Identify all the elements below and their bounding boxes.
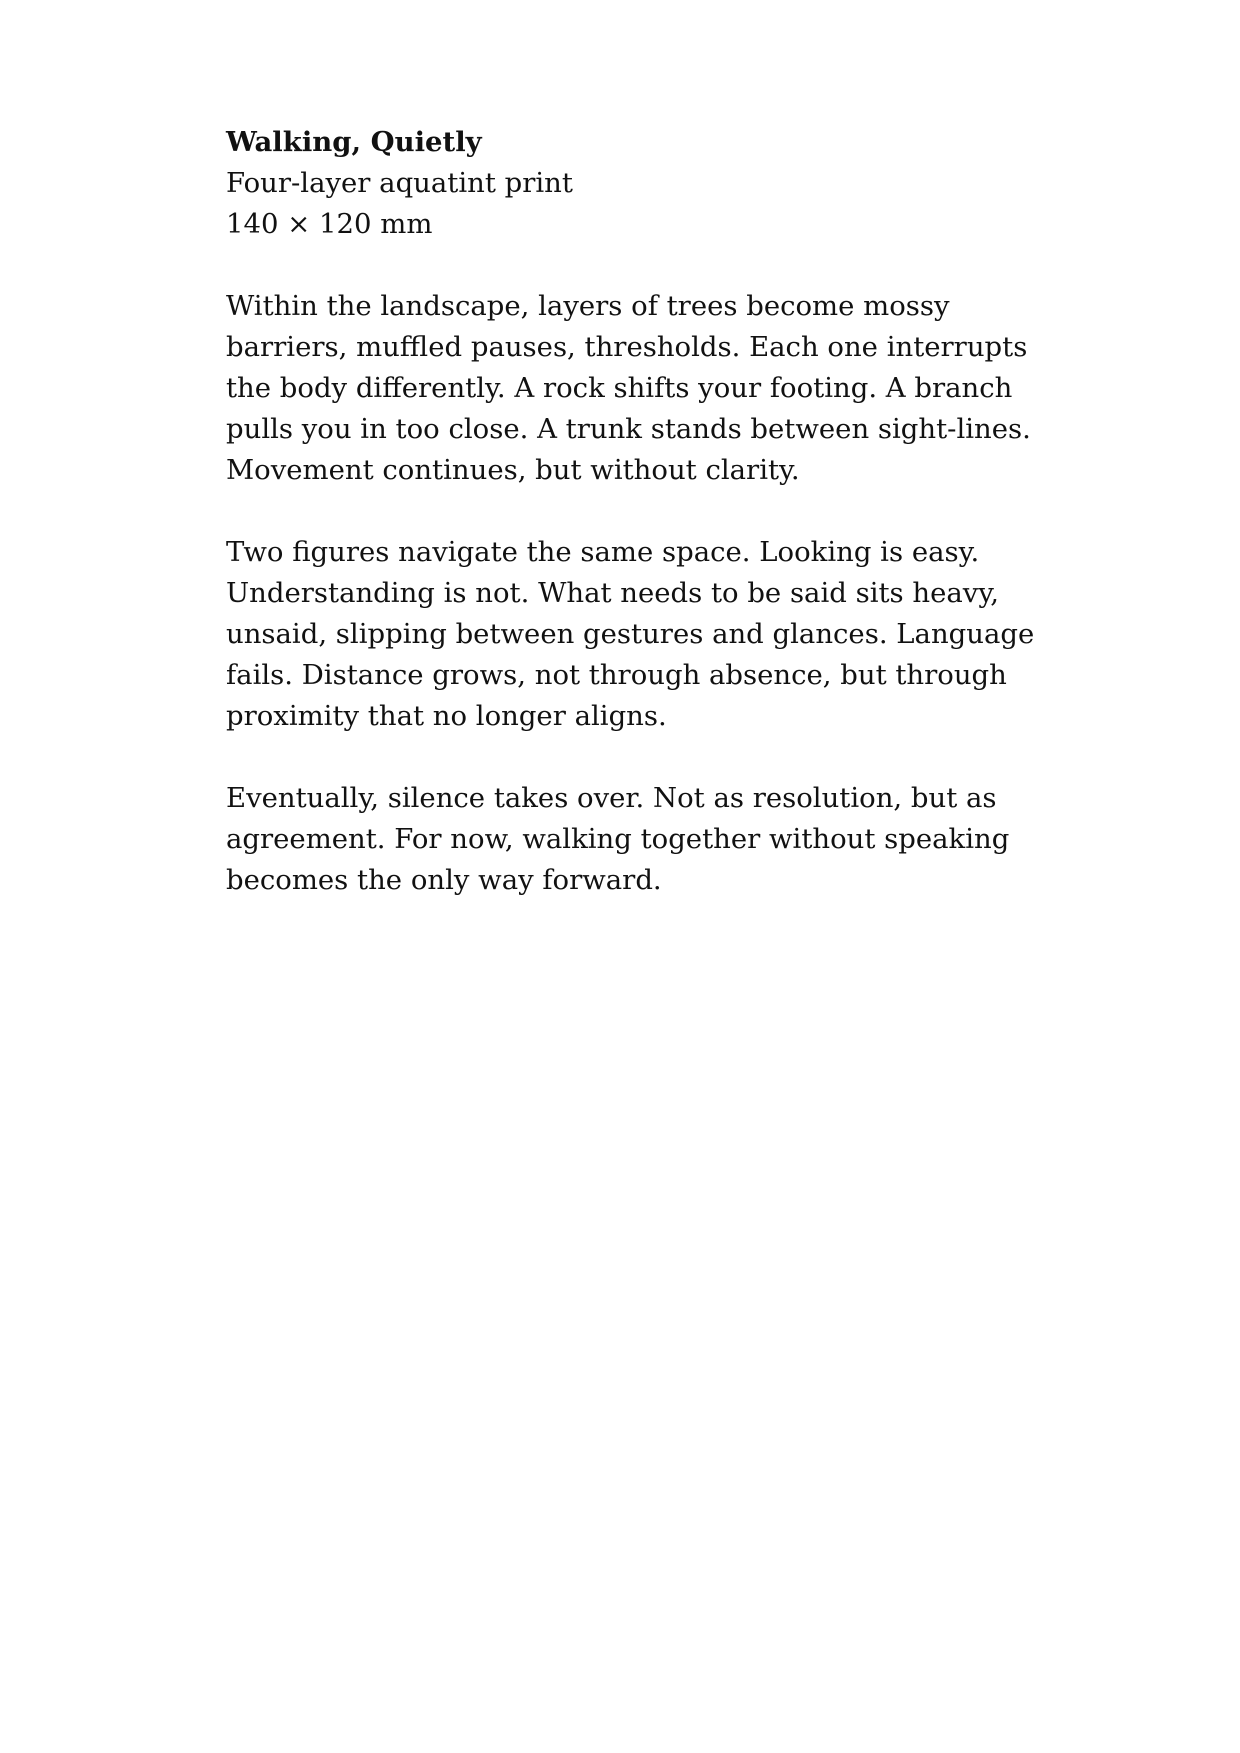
- artwork-title: Walking, Quietly: [226, 126, 482, 158]
- statement-paragraph: Two figures navigate the same space. Looking is easy. Understanding is not. What needs to be said sits heavy, unsaid, slipping between gestures and glances. Language fails. Distance grows, not through absence, but through proximity that no longer aligns.: [226, 536, 1035, 732]
- statement-paragraph: Within the landscape, layers of trees become mossy barriers, muffled pauses, thresholds. Each one interrupts the body differently. A rock shifts your footing. A branch pulls you in too close. A trunk stands between sight-lines. Movement continues, but without clarity.: [226, 290, 1031, 486]
- artwork-medium: Four-layer aquatint print: [226, 167, 573, 199]
- artist-statement: [226, 286, 1046, 901]
- artwork-label: [226, 122, 1046, 901]
- statement-paragraph: Eventually, silence takes over. Not as resolution, but as agreement. For now, walking together without speaking becomes the only way forward.: [226, 782, 1010, 896]
- artwork-dimensions: 140 × 120 mm: [226, 208, 433, 240]
